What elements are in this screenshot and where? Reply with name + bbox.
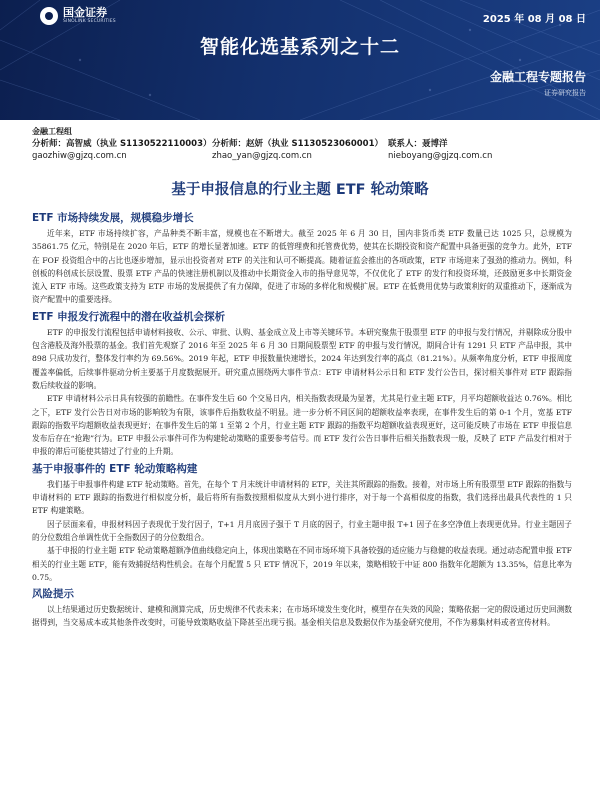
- analyst-name: 聂博洋: [422, 139, 448, 149]
- section-paragraph: 因子层面来看，申报材料因子表现优于发行因子，T+1 月月底因子强于 T 月底的因子，行业主题申报 T+1 因子在多空净值上表现更优异。行业主题因子的分位数组合单调性优于全指数因子的分位数组合。: [32, 519, 572, 542]
- section-title-market: ETF 市场持续发展，规模稳步增长: [32, 212, 194, 224]
- logo-en-text: SINOLINK SECURITIES: [63, 19, 116, 25]
- analyst-name: 赵妍（执业 S1130523060001）: [246, 139, 383, 149]
- analyst-team: [32, 126, 582, 161]
- analyst-email[interactable]: zhao_yan@gjzq.com.cn: [212, 151, 312, 161]
- contact-person: [388, 138, 492, 162]
- section-paragraph: 基于申报的行业主题 ETF 轮动策略超额净值曲线稳定向上，体现出策略在不同市场环境下具备较强的适应能力与稳健的收益表现。通过动态配置申报 ETF 相关的行业主题 ETF，能有效捕捉结构性机会。在每个月配置 5 只 ETF 情况下，2019 年以来，策略相较于中证 800 指数年化超额为 13.35%，信息比率为 0.75。: [32, 546, 572, 582]
- report-banner: [0, 0, 600, 120]
- section-title-opportunity: ETF 申报发行流程中的潜在收益机会探析: [32, 310, 226, 323]
- analyst-role: 分析师：: [212, 139, 247, 149]
- section-paragraph: 我们基于申报事件构建 ETF 轮动策略。首先，在每个 T 月末统计申请材料的 ETF，关注其所跟踪的指数。接着，对市场上所有股票型 ETF 跟踪的指数与申请材料的 ETF 跟踪的指数进行相似度分析，最后将所有指数按照相似度从大到小进行排序，对于每一个高相似度的指数，我们选择出最具代表性的 1 只 ETF 构建策略。: [32, 479, 572, 516]
- company-logo: [40, 7, 116, 25]
- analyst-2: [212, 138, 383, 162]
- analyst-name: 高智威（执业 S1130522110003）: [66, 139, 212, 149]
- logo-cn-text: 国金证券: [63, 6, 107, 20]
- report-title: 基于申报信息的行业主题 ETF 轮动策略: [171, 182, 429, 198]
- section-paragraph: 以上结果通过历史数据统计、建模和测算完成，历史规律不代表未来；在市场环境发生变化时，模型存在失效的风险；策略依据一定的假设通过历史回测数据得到，当交易成本或其他条件改变时，可能导致策略收益下降甚至出现亏损。基金相关信息及数据仅作为基金研究使用，不作为募集材料或者宣传材料。: [32, 605, 572, 628]
- section-title-risk: 风险提示: [32, 588, 74, 601]
- series-title: 智能化选基系列之十二: [199, 36, 400, 58]
- report-subtype: 证券研究报告: [544, 89, 586, 97]
- section-paragraph: ETF 申请材料公示日具有较强的前瞻性。在事件发生后 60 个交易日内，相关指数表现最为显著，尤其是行业主题 ETF，月平均超额收益达 0.76%。相比之下，ETF 发行公告日对市场的影响较为有限，该事件后指数收益不明显。进一步分析不同区间的超额收益率表现，在事件发生后的第 0-1 个月，宽基 ETF 跟踪的指数平均超额收益表现更好；在事件发生后的第 1 至第 2 个月，行业主题 ETF 跟踪的指数平均超额收益表现更好，这可能反映了市场在 ETF 申报信息发布后存在“抢跑”行为。ETF 申报公示事件可作为构建轮动策略的重要参考信号。而 ETF 发行公告日事件后相关指数表现一般，反映了 ETF 产品发行相对于申报的滞后可能使其错过了行业的上升期。: [32, 394, 572, 457]
- section-title-strategy: 基于申报事件的 ETF 轮动策略构建: [32, 462, 198, 475]
- analyst-email[interactable]: gaozhiw@gjzq.com.cn: [32, 151, 127, 161]
- section-paragraph: ETF 的申报发行流程包括申请材料接收、公示、审批、认购、基金成立及上市等关键环节。本研究聚焦于股票型 ETF 的申报与发行情况，并剔除成分股中包含港股及海外股票的基金。我们首先观察了 2016 年至 2025 年 6 月 30 日期间股票型 ETF 的申报与发行情况，期间合计有 1291 只 ETF 产品申报，其中 898 只成功发行，整体发行率约为 69.56%。2019 年起，ETF 申报数量快速增长，2024 年达到发行率的高点（81.21%）。从频率角度分析，ETF 申报周度覆盖率偏低，后续事件驱动分析主要基于月度数据展开。研究重点围绕两大事件节点：ETF 申请材料公示日和 ETF 发行公告日，探讨相关事件对 ETF 跟踪指数后续收益的影响。: [32, 327, 572, 390]
- analyst-role: 分析师：: [32, 139, 67, 149]
- report-type: 金融工程专题报告: [489, 70, 586, 84]
- logo-mark-icon: [40, 7, 58, 25]
- team-group: 金融工程组: [32, 127, 72, 136]
- report-date: 2025 年 08 月 08 日: [482, 14, 586, 25]
- report-body: [32, 208, 572, 630]
- analyst-email[interactable]: nieboyang@gjzq.com.cn: [388, 151, 493, 161]
- analyst-role: 联系人：: [388, 139, 423, 149]
- analyst-1: [32, 138, 211, 162]
- section-paragraph: 近年来，ETF 市场持续扩容，产品种类不断丰富，规模也在不断增大。截至 2025 年 6 月 30 日，国内非货币类 ETF 数量已达 1025 只，总规模为 35861.75 亿元，特别是在 2020 年后，ETF 的增长显著加速。ETF 的低管理费和托管费优势，使其在长期投资和资产配置中具备更强的竞争力。此外，ETF 在 FOF 投资组合中的占比也逐步增加，显示出投资者对 ETF 的关注和认可不断提高。随着证监会推出的各项政策，ETF 市场迎来了强劲的推动力。例如，科创板的科创成长层设置、股票 ETF 产品的快速注册机制以及推动中长期资金入市的指导意见等，不仅优化了 ETF 的发行和投资环境，还鼓励更多中长期资金流入 ETF 市场。这些政策支持为 ETF 市场的发展提供了有力保障，促进了市场的多样化和规模扩展。ETF 在低费用优势与政策利好的双重推动下，逐渐成为资产配置中的重要选择。: [32, 229, 572, 305]
